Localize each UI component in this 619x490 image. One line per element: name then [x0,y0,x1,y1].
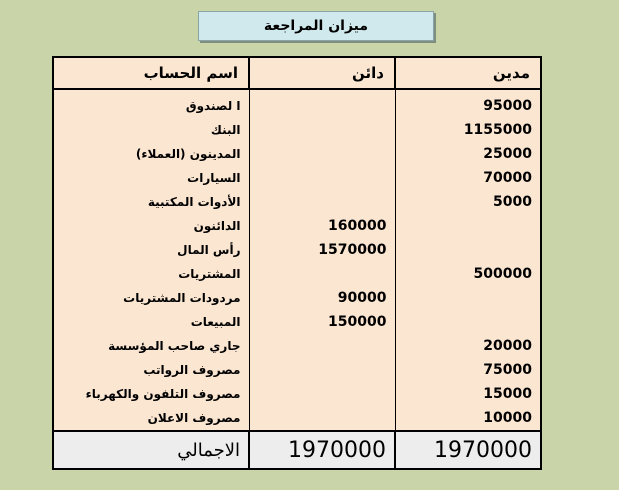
table-row [53,334,541,358]
table-row [53,262,541,286]
cell-credit[interactable] [249,142,395,166]
cell-debit[interactable]: 20000 [395,334,541,358]
cell-credit[interactable]: 1570000 [249,238,395,262]
cell-account[interactable]: المشتريات [53,262,249,286]
cell-credit[interactable] [249,382,395,406]
cell-account[interactable]: المبيعات [53,310,249,334]
cell-account[interactable]: البنك [53,118,249,142]
cell-account[interactable]: جاري صاحب المؤسسة [53,334,249,358]
table-row [53,89,541,118]
totals-row [53,431,541,469]
cell-credit[interactable]: 150000 [249,310,395,334]
table-row [53,190,541,214]
total-label[interactable]: الاجمالي [53,431,249,469]
table-row [53,286,541,310]
cell-account[interactable]: مردودات المشتريات [53,286,249,310]
sheet-title[interactable]: ميزان المراجعة [198,11,434,41]
cell-debit[interactable] [395,214,541,238]
cell-debit[interactable]: 70000 [395,166,541,190]
cell-account[interactable]: مصروف الرواتب [53,358,249,382]
cell-debit[interactable]: 5000 [395,190,541,214]
cell-debit[interactable]: 500000 [395,262,541,286]
cell-debit[interactable]: 1155000 [395,118,541,142]
cell-debit[interactable]: 10000 [395,406,541,431]
table-row [53,118,541,142]
table-row [53,358,541,382]
trial-balance-table [52,56,542,470]
cell-debit[interactable]: 15000 [395,382,541,406]
cell-credit[interactable] [249,406,395,431]
cell-credit[interactable] [249,358,395,382]
cell-debit[interactable]: 25000 [395,142,541,166]
cell-debit[interactable] [395,238,541,262]
table-row [53,166,541,190]
table-row [53,214,541,238]
cell-debit[interactable]: 95000 [395,89,541,118]
table-row [53,238,541,262]
cell-credit[interactable] [249,166,395,190]
cell-credit[interactable]: 90000 [249,286,395,310]
table-row [53,382,541,406]
table-row [53,310,541,334]
cell-credit[interactable] [249,89,395,118]
table-row [53,142,541,166]
cell-account[interactable]: مصروف الاعلان [53,406,249,431]
cell-credit[interactable] [249,262,395,286]
table-row [53,406,541,431]
cell-account[interactable]: الدائنون [53,214,249,238]
cell-account[interactable]: ا لصندوق [53,89,249,118]
cell-account[interactable]: مصروف التلفون والكهرباء [53,382,249,406]
cell-debit[interactable] [395,310,541,334]
total-credit[interactable]: 1970000 [249,431,395,469]
cell-debit[interactable] [395,286,541,310]
cell-credit[interactable]: 160000 [249,214,395,238]
cell-account[interactable]: الأدوات المكتبية [53,190,249,214]
cell-account[interactable]: السيارات [53,166,249,190]
cell-credit[interactable] [249,190,395,214]
header-debit[interactable]: مدين [395,57,541,89]
header-row [53,57,541,89]
cell-account[interactable]: رأس المال [53,238,249,262]
cell-account[interactable]: المدينون (العملاء) [53,142,249,166]
header-credit[interactable]: دائن [249,57,395,89]
cell-debit[interactable]: 75000 [395,358,541,382]
cell-credit[interactable] [249,118,395,142]
header-account[interactable]: اسم الحساب [53,57,249,89]
cell-credit[interactable] [249,334,395,358]
total-debit[interactable]: 1970000 [395,431,541,469]
